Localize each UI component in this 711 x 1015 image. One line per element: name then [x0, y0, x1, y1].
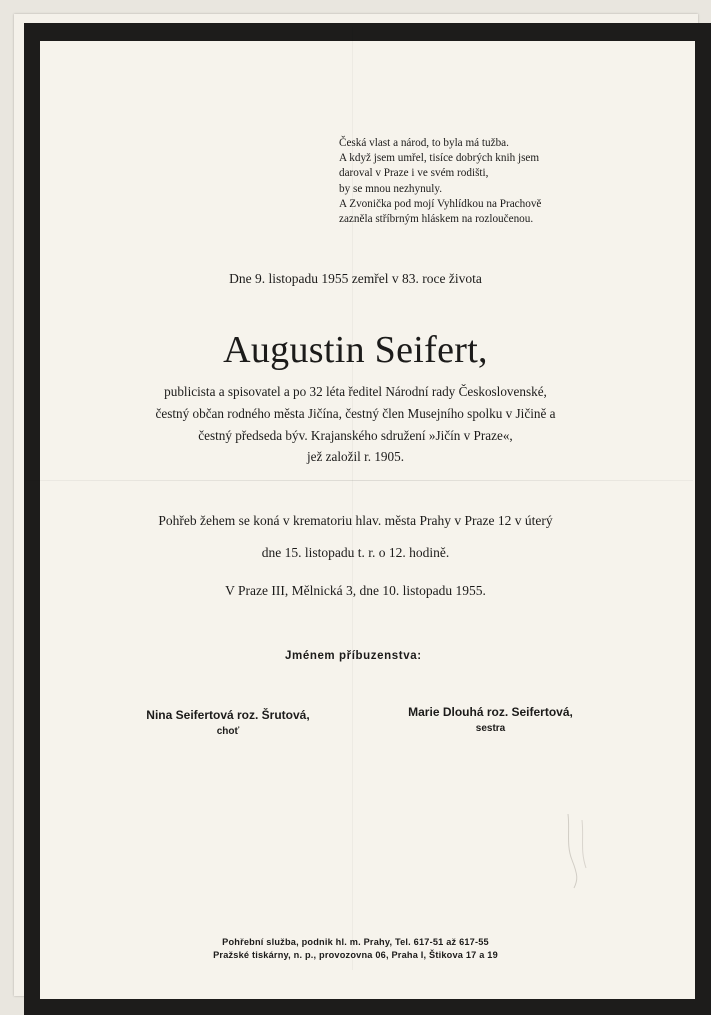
relatives-label: Jménem příbuzenstva:: [285, 650, 422, 662]
poem-line: A Zvonička pod mojí Vyhlídkou na Prachově: [339, 197, 541, 212]
deceased-biography: [0, 381, 711, 468]
funeral-details: [0, 505, 711, 569]
pencil-marks: [560, 810, 600, 890]
signer-wife: [138, 708, 318, 737]
signer-role: choť: [138, 726, 318, 737]
printer-line: Pražské tiskárny, n. p., provozovna 06, Praha I, Štikova 17 a 19: [0, 949, 711, 962]
funeral-line: dne 15. listopadu t. r. o 12. hodině.: [0, 537, 711, 569]
funeral-line: Pohřeb žehem se koná v krematoriu hlav. města Prahy v Praze 12 v úterý: [0, 505, 711, 537]
signer-role: sestra: [398, 723, 583, 734]
poem-line: Česká vlast a národ, to byla má tužba.: [339, 136, 541, 151]
bio-line: publicista a spisovatel a po 32 léta ředitel Národní rady Československé,: [0, 381, 711, 403]
paper-fold-horizontal: [26, 480, 693, 481]
epitaph-poem: [339, 136, 541, 227]
signer-name: Marie Dlouhá roz. Seifertová,: [398, 705, 583, 719]
poem-line: A když jsem umřel, tisíce dobrých knih jsem: [339, 151, 541, 166]
bio-line: čestný předseda býv. Krajanského sdružení »Jičín v Praze«,: [0, 425, 711, 447]
poem-line: by se mnou nezhynuly.: [339, 182, 541, 197]
place-and-date: V Praze III, Mělnická 3, dne 10. listopadu 1955.: [0, 583, 711, 599]
printer-line: Pohřební služba, podnik hl. m. Prahy, Tel. 617-51 až 617-55: [0, 936, 711, 949]
signer-name: Nina Seifertová roz. Šrutová,: [138, 708, 318, 722]
bio-line: čestný občan rodného města Jičína, čestný člen Musejního spolku v Jičině a: [0, 403, 711, 425]
deceased-name: Augustin Seifert,: [0, 328, 711, 372]
poem-line: zazněla stříbrným hláskem na rozloučenou.: [339, 212, 541, 227]
signer-sister: [398, 705, 583, 734]
poem-line: daroval v Praze i ve svém rodišti,: [339, 166, 541, 181]
printer-imprint: [0, 936, 711, 961]
death-date-line: Dne 9. listopadu 1955 zemřel v 83. roce života: [0, 271, 711, 287]
bio-line: jež založil r. 1905.: [0, 446, 711, 468]
